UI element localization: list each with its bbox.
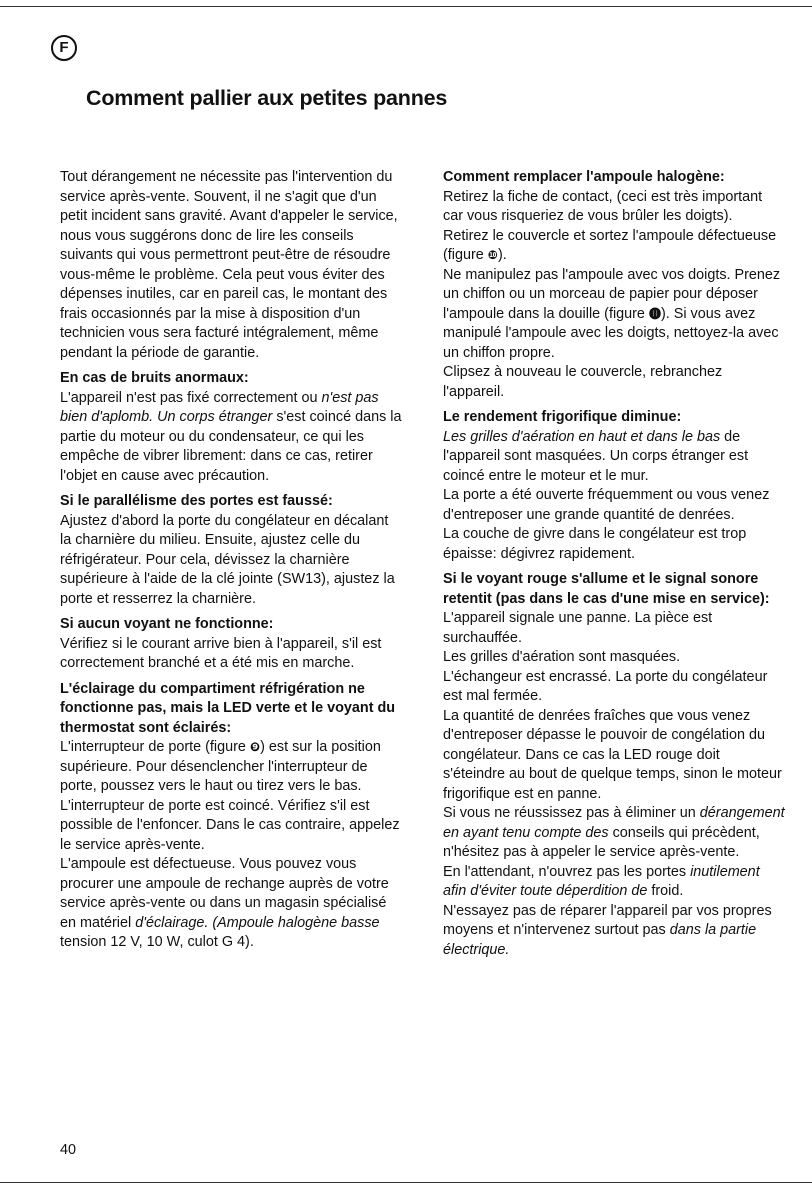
section-alarm	[443, 570, 785, 648]
paragraph	[443, 863, 785, 902]
paragraph	[443, 902, 785, 961]
section-heading: Comment remplacer l'ampoule halogène:	[443, 169, 725, 185]
section-bulb	[443, 168, 785, 227]
paragraph-text: N'essayez pas de réparer l'appareil par vos propres moyens et n'intervenez surtout pas	[443, 902, 772, 938]
paragraph-text: tension 12 V, 10 W, culot G 4).	[60, 934, 254, 950]
paragraph-text: L'appareil n'est pas fixé correctement ou	[60, 389, 322, 406]
paragraph-text: L'ampoule est défectueuse. Vous pouvez vous procurer une ampoule de rechange auprès de votre service après-vente ou dans un magasin spécialisé en matériel	[60, 856, 389, 931]
paragraph: La porte a été ouverte fréquemment ou vous venez d'entreposer une grande quantité de denrées.	[443, 487, 770, 523]
paragraph-text: ) est sur la position supérieure. Pour désenclencher l'interrupteur de porte, poussez vers le haut ou tirez vers le bas.	[60, 739, 381, 794]
figure-9-icon: ❾	[249, 740, 261, 754]
section-doors	[60, 492, 402, 609]
section-cooling	[443, 408, 785, 486]
paragraph-text: Retirez le couvercle et sortez l'ampoule défectueuse (figure	[443, 227, 777, 263]
section-light	[60, 680, 402, 797]
section-heading: Le rendement frigorifique diminue:	[443, 409, 682, 425]
bottom-rule	[0, 1182, 812, 1183]
figure-11-icon: ⓫	[648, 306, 661, 321]
paragraph-text: froid.	[647, 883, 684, 899]
section-heading: Si aucun voyant ne fonctionne:	[60, 616, 274, 632]
paragraph-text: Retirez la fiche de contact, (ceci est très important car vous risqueriez de vous brûler les doigts).	[443, 188, 763, 224]
section-heading: L'éclairage du compartiment réfrigération ne fonctionne pas, mais la LED verte et le voyant du thermostat sont éclairés:	[60, 680, 396, 736]
paragraph	[443, 266, 785, 364]
page-number: 40	[60, 1142, 77, 1158]
paragraph	[60, 855, 402, 953]
italic-text: dérangement en ayant tenu compte des	[443, 805, 785, 841]
paragraph-text: En l'attendant, n'ouvrez pas les portes	[443, 863, 691, 880]
paragraph: La couche de givre dans le congélateur est trop épaisse: dégivrez rapidement.	[443, 526, 747, 562]
paragraph-text: conseils qui précèdent, n'hésitez pas à appeler le service après-vente.	[443, 824, 760, 860]
paragraph-text: ). Si vous avez manipulé l'ampoule avec les doigts, nettoyez-la avec un chiffon propre.	[443, 305, 779, 361]
paragraph-text: Si vous ne réussissez pas à éliminer un	[443, 805, 700, 821]
paragraph-text: s'est coincé dans la partie du moteur ou du condensateur, ce qui les empêche de vibrer librement: dans ce cas, retirer l'objet en cause avec précaution.	[60, 409, 402, 484]
intro-paragraph: Tout dérangement ne nécessite pas l'intervention du service après-vente. Souvent, il ne s'agit que d'un petit incident sans gravité. Avant d'appeler le service, nous vous suggérons donc de lire les conseils suivants qui vous permettront peut-être de résoudre vous-même le problème. Cela peut vous éviter des dépenses inutiles, car en pareil cas, le montant des frais occasionnés par la mise à disposition d'un technicien vous sera facturé intégralement, même pendant la période de garantie.	[60, 169, 398, 361]
paragraph-text: Vérifiez si le courant arrive bien à l'appareil, s'il est correctement branché et a été mis en marche.	[60, 635, 382, 671]
paragraph-text: Ajustez d'abord la porte du congélateur en décalant la charnière du milieu. Ensuite, ajustez celle du réfrigérateur. Pour cela, dévissez la charnière supérieure à l'aide de la clé jointe (SW13), ajustez la porte et resserrez la charnière.	[60, 512, 395, 607]
section-noise	[60, 369, 402, 486]
section-heading: Si le voyant rouge s'allume et le signal sonore retentit (pas dans le cas d'une mise en service):	[443, 571, 770, 607]
paragraph: La quantité de denrées fraîches que vous venez d'entreposer dépasse le pouvoir de congélation du congélateur. Dans ce cas la LED rouge doit s'éteindre au bout de quelque temps, sinon le moteur frigorifique est en panne.	[443, 707, 782, 802]
paragraph-text: de l'appareil sont masquées. Un corps étranger est coincé entre le moteur et le mur.	[443, 428, 749, 484]
italic-text: inutilement afin d'éviter toute déperdition de	[443, 863, 760, 899]
top-rule	[0, 6, 812, 7]
italic-text: dans la partie électrique.	[443, 922, 757, 958]
paragraph-text: L'interrupteur de porte (figure	[60, 739, 250, 755]
paragraph: Les grilles d'aération sont masquées.	[443, 649, 681, 665]
section-heading: En cas de bruits anormaux:	[60, 370, 249, 386]
figure-10-icon: ❿	[487, 248, 498, 262]
italic-text: d'éclairage. (Ampoule halogène basse	[135, 914, 380, 931]
paragraph: L'interrupteur de porte est coincé. Vérifiez s'il est possible de l'enfoncer. Dans le cas contraire, appelez le service après-vente.	[60, 797, 400, 853]
paragraph	[443, 804, 785, 863]
italic-text: Les grilles d'aération en haut et dans le bas	[443, 428, 721, 445]
left-column	[60, 168, 402, 953]
right-column	[443, 168, 785, 960]
section-heading: Si le parallélisme des portes est faussé:	[60, 493, 333, 509]
page-title: Comment pallier aux petites pannes	[86, 86, 448, 110]
paragraph: L'échangeur est encrassé. La porte du congélateur est mal fermée.	[443, 668, 768, 704]
paragraph-text: L'appareil signale une panne. La pièce est surchauffée.	[443, 610, 713, 646]
language-badge: F	[51, 35, 77, 61]
italic-text: n'est pas bien d'aplomb. Un corps étranger	[60, 389, 379, 425]
section-led	[60, 615, 402, 674]
paragraph-text: Ne manipulez pas l'ampoule avec vos doigts. Prenez un chiffon ou un morceau de papier pour déposer l'ampoule dans la douille (figure	[443, 266, 781, 322]
paragraph	[443, 227, 785, 266]
paragraph-text: ).	[497, 247, 507, 263]
paragraph: Clipsez à nouveau le couvercle, rebranchez l'appareil.	[443, 364, 723, 400]
